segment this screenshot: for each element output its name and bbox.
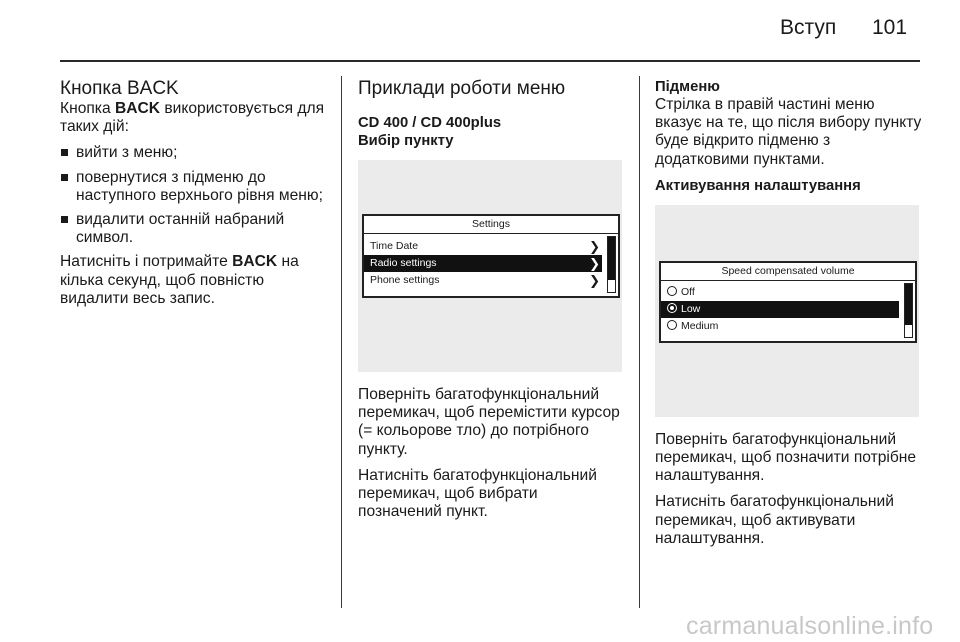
page-number: 101 <box>872 16 908 39</box>
select-item-subheading: Вибір пункту <box>358 133 454 149</box>
chevron-right-icon: ❯ <box>589 256 600 271</box>
radio-empty-icon <box>667 286 677 296</box>
volume-screen-figure <box>655 205 919 417</box>
back-actions-list <box>60 144 328 247</box>
back-key-label: BACK <box>114 100 161 117</box>
list-item: видалити останній набраний символ. <box>60 211 328 247</box>
scrollbar-track <box>904 283 913 338</box>
column-submenu <box>655 78 923 556</box>
chevron-right-icon: ❯ <box>589 239 600 254</box>
back-intro-paragraph: Кнопка BACK використовується для таких дій: <box>60 100 325 136</box>
section-heading-back-button: Кнопка BACK <box>60 78 179 99</box>
page-header-title: Вступ <box>780 16 837 39</box>
press-paragraph: Натисніть багатофункціональний перемикач, щоб вибрати позначений пункт. <box>358 466 597 521</box>
volume-screen <box>659 261 917 343</box>
option-medium: Medium <box>661 318 899 335</box>
scrollbar-track <box>607 236 616 293</box>
radio-empty-icon <box>667 320 677 330</box>
rotate-setting-paragraph: Поверніть багатофункціональний перемикач, щоб позначити потрібне налаштування. <box>655 430 917 485</box>
column-divider-1 <box>341 76 342 608</box>
scrollbar-thumb <box>608 237 615 280</box>
menu-item-phone-settings: Phone settings ❯ <box>370 273 600 288</box>
press-setting-paragraph: Натисніть багатофункціональний перемикач, щоб активувати налаштування. <box>655 493 894 547</box>
settings-screen <box>362 214 620 298</box>
rotate-paragraph: Поверніть багатофункціональний перемикач, щоб перемістити курсор (= кольорове тло) до потрібного пункту. <box>358 386 620 458</box>
header-rule <box>60 60 920 62</box>
back-key-label: BACK <box>232 253 278 271</box>
submenu-paragraph: Стрілка в правій частині меню вказує на те, що після вибору пункту буде відкрито підменю з додатковими пунктами. <box>655 96 922 168</box>
column-menu-examples <box>358 78 624 529</box>
submenu-heading: Підменю <box>655 79 720 95</box>
column-back-button <box>60 78 328 316</box>
option-low: Low <box>661 301 899 318</box>
column-divider-2 <box>639 76 640 608</box>
screen-title: Settings <box>364 216 618 234</box>
radio-selected-icon <box>667 303 677 313</box>
settings-screen-figure <box>358 160 622 372</box>
screen-title: Speed compensated volume <box>661 263 915 281</box>
back-hold-paragraph: Натисніть і потримайте BACK на кілька секунд, щоб повністю видалити весь запис. <box>60 253 299 307</box>
section-heading-menu-examples: Приклади роботи меню <box>358 78 566 99</box>
option-off: Off <box>661 284 899 301</box>
watermark-text: carmanualsonline.info <box>686 612 934 640</box>
menu-item-radio-settings: Radio settings ❯ <box>364 255 602 272</box>
model-subheading: CD 400 / CD 400plus <box>358 115 502 131</box>
activate-setting-heading: Активування налаштування <box>655 177 861 194</box>
list-item: повернутися з підменю до наступного верхнього рівня меню; <box>60 169 328 205</box>
chevron-right-icon: ❯ <box>589 273 600 288</box>
list-item: вийти з меню; <box>60 144 328 162</box>
scrollbar-thumb <box>905 284 912 325</box>
menu-item-time-date: Time Date ❯ <box>370 239 600 254</box>
